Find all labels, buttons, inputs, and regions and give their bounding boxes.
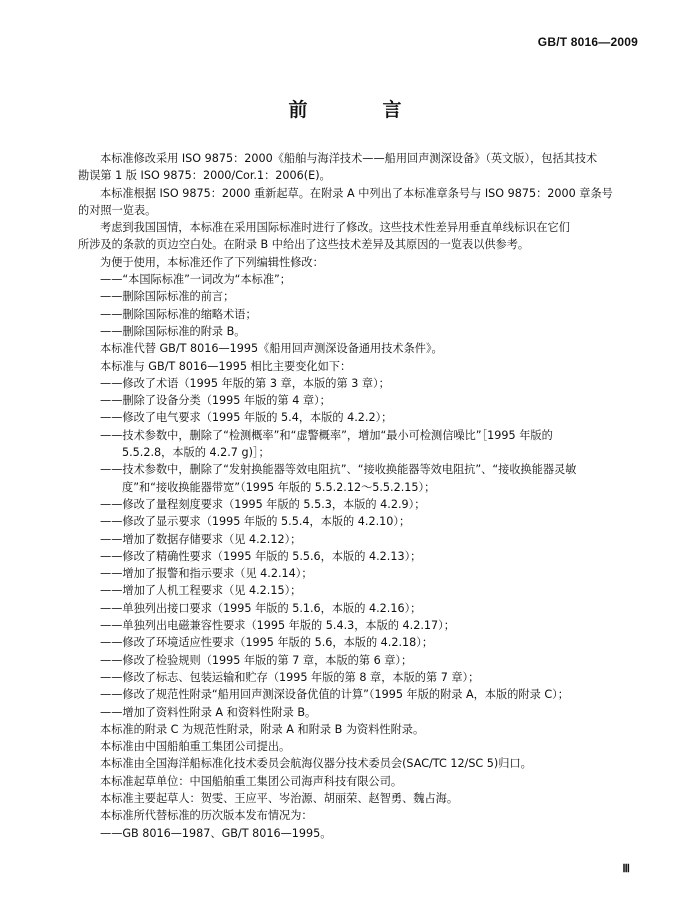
list-item: ——GB 8016—1987、GB/T 8016—1995。 (100, 826, 332, 840)
paragraph-line: 本标准的附录 C 为规范性附录，附录 A 和附录 B 为资料性附录。 (100, 722, 425, 736)
list-item: ——单独列出接口要求（1995 年版的 5.1.6，本版的 4.2.16）； (100, 601, 422, 615)
list-item: ——删除国际标准的附录 B。 (100, 324, 246, 338)
list-item: ——删除国际标准的缩略术语； (100, 307, 257, 321)
list-item: ——技术参数中，删除了“发射换能器等效电阻抗”、“接收换能器等效电阻抗”、“接收换能器灵敏 (100, 463, 577, 477)
paragraph-line: 本标准与 GB/T 8016—1995 相比主要变化如下： (100, 359, 352, 373)
standard-code: GB/T 8016—2009 (537, 35, 638, 49)
list-item-continuation: 5.5.2.8，本版的 4.2.7 g)］； (122, 446, 270, 460)
list-item: ——修改了标志、包装运输和贮存（1995 年版的第 8 章，本版的第 7 章）； (100, 670, 480, 684)
list-item: ——删除了设备分类（1995 年版的第 4 章）； (100, 394, 331, 408)
paragraph-line: 所涉及的条款的页边空白处。在附录 B 中给出了这些技术差异及其原因的一览表以供参考。 (78, 238, 530, 252)
paragraph-line: 本标准所代替标准的历次版本发布情况为： (100, 809, 313, 823)
list-item: ——修改了规范性附录“船用回声测深设备优值的计算”（1995 年版的附录 A，本版的附录 C）； (100, 688, 569, 702)
list-item: ——修改了术语（1995 年版的第 3 章，本版的第 3 章）； (100, 376, 390, 390)
page-number: Ⅲ (622, 863, 630, 875)
page-title: 前 言 (288, 99, 430, 121)
paragraph-line: 本标准主要起草人：贺雯、王应平、岑治源、胡丽荣、赵智勇、魏占海。 (100, 791, 459, 805)
list-item: ——删除国际标准的前言； (100, 290, 235, 304)
paragraph-line: 考虑到我国国情，本标准在采用国际标准时进行了修改。这些技术性差异用垂直单线标识在它们 (100, 221, 570, 235)
list-item: ——增加了数据存储要求（见 4.2.12）； (100, 532, 302, 546)
list-item: ——修改了电气要求（1995 年版的 5.4，本版的 4.2.2）； (100, 411, 393, 425)
list-item: ——修改了检验规则（1995 年版的第 7 章，本版的第 6 章）； (100, 653, 413, 667)
paragraph-line: 本标准由中国船舶重工集团公司提出。 (100, 740, 291, 754)
list-item: ——“本国际标准”一词改为“本标准”； (100, 273, 291, 287)
list-item: ——修改了显示要求（1995 年版的 5.5.4，本版的 4.2.10）； (100, 515, 411, 529)
list-item: ——增加了资料性附录 A 和资料性附录 B。 (100, 705, 317, 719)
list-item: ——技术参数中，删除了“检测概率”和“虚警概率”，增加“最小可检测信噪比”［1995 年版的 (100, 428, 553, 442)
paragraph-line: 本标准由全国海洋船标准化技术委员会航海仪器分技术委员会(SAC/TC 12/SC 5)归口。 (100, 757, 532, 771)
paragraph-line: 的对照一览表。 (78, 203, 157, 217)
list-item: ——单独列出电磁兼容性要求（1995 年版的 5.4.3，本版的 4.2.17）； (100, 619, 455, 633)
paragraph-line: 本标准代替 GB/T 8016—1995《船用回声测深设备通用技术条件》。 (100, 342, 443, 356)
list-item-continuation: 度”和“接收换能器带宽”（1995 年版的 5.5.2.12～5.5.2.15）； (122, 480, 436, 494)
paragraph-line: 本标准修改采用 ISO 9875：2000《船舶与海洋技术——船用回声测深设备》（英文版），包括其技术 (100, 152, 598, 165)
paragraph-line: 本标准根据 ISO 9875：2000 重新起草。在附录 A 中列出了本标准章条号与 ISO 9875：2000 章条号 (100, 186, 613, 200)
paragraph-line: 为便于使用，本标准还作了下列编辑性修改： (100, 255, 324, 269)
list-item: ——修改了环境适应性要求（1995 年版的 5.6，本版的 4.2.18）； (100, 636, 434, 650)
foreword-body (78, 150, 638, 842)
paragraph-line: 本标准起草单位：中国船舶重工集团公司海声科技有限公司。 (100, 774, 403, 788)
paragraph-line: 勘误第 1 版 ISO 9875：2000/Cor.1：2006(E)。 (78, 169, 331, 183)
list-item: ——修改了量程刻度要求（1995 年版的 5.5.3，本版的 4.2.9）； (100, 497, 426, 511)
list-item: ——增加了报警和指示要求（见 4.2.14）； (100, 567, 313, 581)
list-item: ——增加了人机工程要求（见 4.2.15）； (100, 584, 302, 598)
list-item: ——修改了精确性要求（1995 年版的 5.5.6，本版的 4.2.13）； (100, 549, 422, 563)
